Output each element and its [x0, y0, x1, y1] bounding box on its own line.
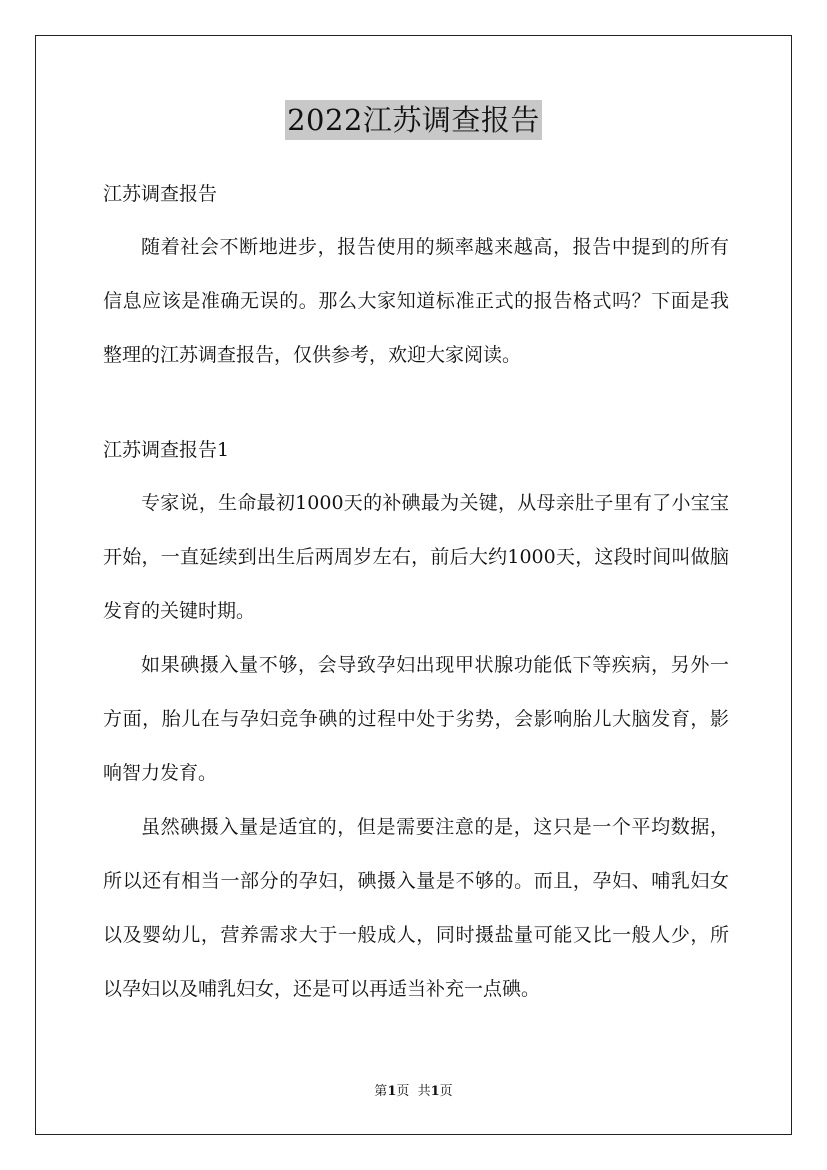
- body-paragraph-1: 专家说，生命最初1000天的补碘最为关键，从母亲肚子里有了小宝宝开始，一直延续到出生后两周岁左右，前后大约1000天，这段时间叫做脑发育的关键时期。: [103, 492, 729, 622]
- document-body: [103, 172, 729, 1016]
- footer-total-pages: 1: [430, 1084, 440, 1099]
- body-paragraph-3: 虽然碘摄入量是适宜的，但是需要注意的是，这只是一个平均数据，所以还有相当一部分的孕妇，碘摄入量是不够的。而且，孕妇、哺乳妇女以及婴幼儿，营养需求大于一般成人，同时摄盐量可能又比一般人少，所以孕妇以及哺乳妇女，还是可以再适当补充一点碘。: [103, 816, 729, 1000]
- footer-prefix: 第: [374, 1084, 388, 1099]
- footer-suffix: 页: [439, 1084, 453, 1099]
- footer-page-number: 1: [387, 1084, 397, 1099]
- section-heading: 江苏调查报告1: [103, 439, 230, 461]
- footer-mid: 页 共: [396, 1084, 431, 1099]
- body-paragraph-2: 如果碘摄入量不够，会导致孕妇出现甲状腺功能低下等疾病，另外一方面，胎儿在与孕妇竞争碘的过程中处于劣势，会影响胎儿大脑发育，影响智力发育。: [103, 654, 729, 784]
- intro-heading: 江苏调查报告: [103, 183, 218, 205]
- intro-paragraph: 随着社会不断地进步，报告使用的频率越来越高，报告中提到的所有信息应该是准确无误的。那么大家知道标准正式的报告格式吗？下面是我整理的江苏调查报告，仅供参考，欢迎大家阅读。: [103, 236, 729, 366]
- title-container: [0, 100, 827, 140]
- page-footer: [0, 1082, 827, 1102]
- document-title: 2022江苏调查报告: [285, 100, 542, 140]
- section-spacer: [103, 382, 729, 428]
